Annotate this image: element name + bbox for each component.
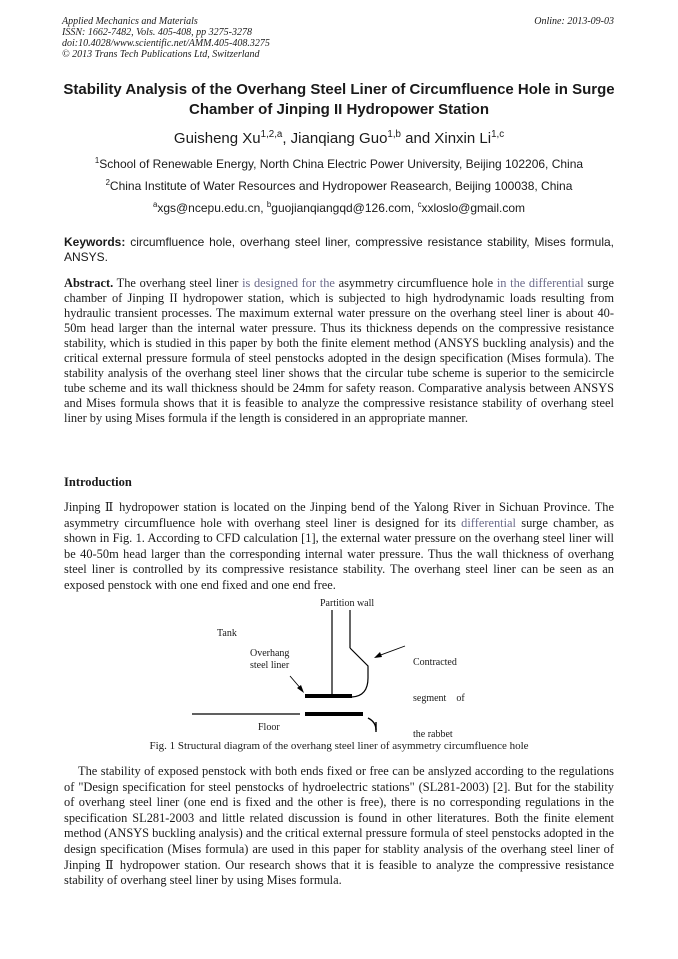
label-contracted-line1: Contracted (413, 657, 457, 668)
email-line (0, 201, 678, 215)
figure-1 (180, 596, 510, 740)
abstract-text: surge chamber of Jinping II hydropower station, which is subjected to high hydrodynamic loads resulting from hydraulic transient processes. The maximum external water pressure on the overhang steel liner is about 40-50m head larger than the internal water pressure. Thus its thickness depends on the compressive resistance stability, which is studied in this paper by both the finite element method (ANSYS buckling analysis) and the critical external pressure formula of steel penstocks adopted in the design specification (Mises formula). The stability analysis of the overhang steel liner shows that the circular tube scheme is superior to the semicircle tube scheme and its wall thickness should be 24mm for safety reason. Comparative analysis between ANSYS and Mises formula shows that it is feasible to analyze the compressive resistance stability of overhang steel liner by using Mises formula if the length is considered in an appropriate manner. (64, 276, 615, 425)
keywords-label: Keywords: (64, 235, 126, 249)
keywords-text: circumfluence hole, overhang steel liner, compressive resistance stability, Mises formula, ANSYS. (64, 235, 614, 264)
author-name: Xinxin Li (434, 130, 492, 147)
email-sup: c (417, 200, 422, 209)
affiliation-text: School of Renewable Energy, North China Electric Power University, Beijing 102206, China (99, 157, 584, 171)
author-name: Guisheng Xu (173, 130, 261, 147)
intro-highlight: differential (461, 515, 516, 530)
affiliation-sup: 2 (105, 178, 110, 187)
email-text: xgs@ncepu.edu.cn, (157, 201, 267, 215)
overhang-arrow-head (297, 685, 304, 693)
label-contracted-line2: segment of (413, 693, 465, 704)
journal-name: Applied Mechanics and Materials (62, 16, 198, 27)
keywords (64, 235, 614, 265)
author-name: Jianqiang Guo (290, 130, 388, 147)
contracted-segment (350, 648, 368, 697)
email-text: xxloslo@gmail.com (421, 201, 526, 215)
abstract-highlight: is designed for the (242, 276, 335, 290)
email-sup: a (152, 200, 158, 209)
author-separator: and (400, 130, 435, 147)
figure-caption: Fig. 1 Structural diagram of the overhang steel liner of asymmetry circumfluence hole (149, 740, 529, 752)
paper-title: Stability Analysis of the Overhang Steel Liner of Circumfluence Hole in Surge Chamber of Jinping II Hydropower Station (63, 81, 615, 118)
overhang-liner-lower (305, 712, 363, 716)
label-floor: Floor (258, 722, 280, 733)
issn-line: ISSN: 1662-7482, Vols. 405-408, pp 3275-3278 (62, 27, 252, 38)
contracted-arrow-head (374, 652, 382, 658)
floor-end-hook (368, 718, 376, 730)
contracted-arrow-line (378, 646, 405, 656)
abstract-text: The overhang steel liner (113, 276, 243, 290)
label-overhang (250, 648, 289, 672)
copyright-line: © 2013 Trans Tech Publications Ltd, Switzerland (62, 49, 260, 60)
affiliation-1 (0, 157, 678, 171)
author-separator: , (282, 130, 291, 147)
intro-text: surge chamber, as shown in Fig. 1. According to CFD calculation [1], the external water pressure on the overhang steel liner will be 40-50m head larger than the corresponding internal water pressure. Thus the wall thickness of overhang steel liner is controlled by its compressive resistance stability. The overhang steel liner can be seen as an exposed penstock with one end fixed and one end free. (64, 515, 614, 592)
label-tank: Tank (217, 628, 237, 639)
email-sup: b (266, 200, 272, 209)
abstract-label: Abstract. (64, 276, 114, 290)
label-overhang-line2: steel liner (250, 660, 290, 671)
online-date: Online: 2013-09-03 (534, 16, 614, 27)
abstract (64, 276, 614, 426)
affiliation-text: China Institute of Water Resources and Hydropower Reasearch, Beijing 100038, China (109, 179, 573, 193)
label-partition-wall: Partition wall (320, 598, 375, 609)
doi-line: doi:10.4028/www.scientific.net/AMM.405-408.3275 (62, 38, 270, 49)
label-overhang-line1: Overhang (250, 648, 290, 659)
author-sup: 1,c (491, 129, 505, 140)
introduction-paragraph-1 (64, 500, 614, 592)
email-text: guojianqiangqd@126.com, (271, 201, 418, 215)
author-sup: 1,2,a (260, 129, 283, 140)
intro-text: Jinping Ⅱ hydropower station is located on the Jinping bend of the Yalong River in Sichuan Province. The asymmetry circumfluence hole with overhang steel liner is designed for its (64, 500, 614, 530)
abstract-text: asymmetry circumfluence hole (334, 276, 497, 290)
affiliation-sup: 1 (94, 156, 100, 165)
journal-header (62, 16, 270, 60)
label-contracted-line3: the rabbet (413, 729, 453, 740)
author-sup: 1,b (387, 129, 401, 140)
intro-text: The stability of exposed penstock with both ends fixed or free can be anslyzed according to the regulations of "Design specification for steel penstocks of hydroelectric stations" (SL281-2003) [2]. But for the stability of overhang steel liner (one end is fixed and the other is free), there is no corresponding regulations in the specification SL281-2003 and little related discussion is found in other literatures. Both the finite element method (ANSYS buckling analysis) and the critical external pressure formula of steel penstocks adopted in the design specification (Mises formula) are used in this paper for stablity analysis of the overhang steel liner of Jinping Ⅱ hydropower station. Our research shows that it is feasible to analyze the compressive resistance stability of overhang steel liner by using Mises formula. (64, 764, 614, 888)
introduction-heading: Introduction (64, 475, 132, 489)
overhang-liner-upper (305, 694, 352, 698)
affiliation-2 (0, 179, 678, 193)
author-list (0, 130, 678, 147)
introduction-paragraph-2 (64, 764, 614, 889)
abstract-highlight: in the differential (496, 276, 584, 290)
